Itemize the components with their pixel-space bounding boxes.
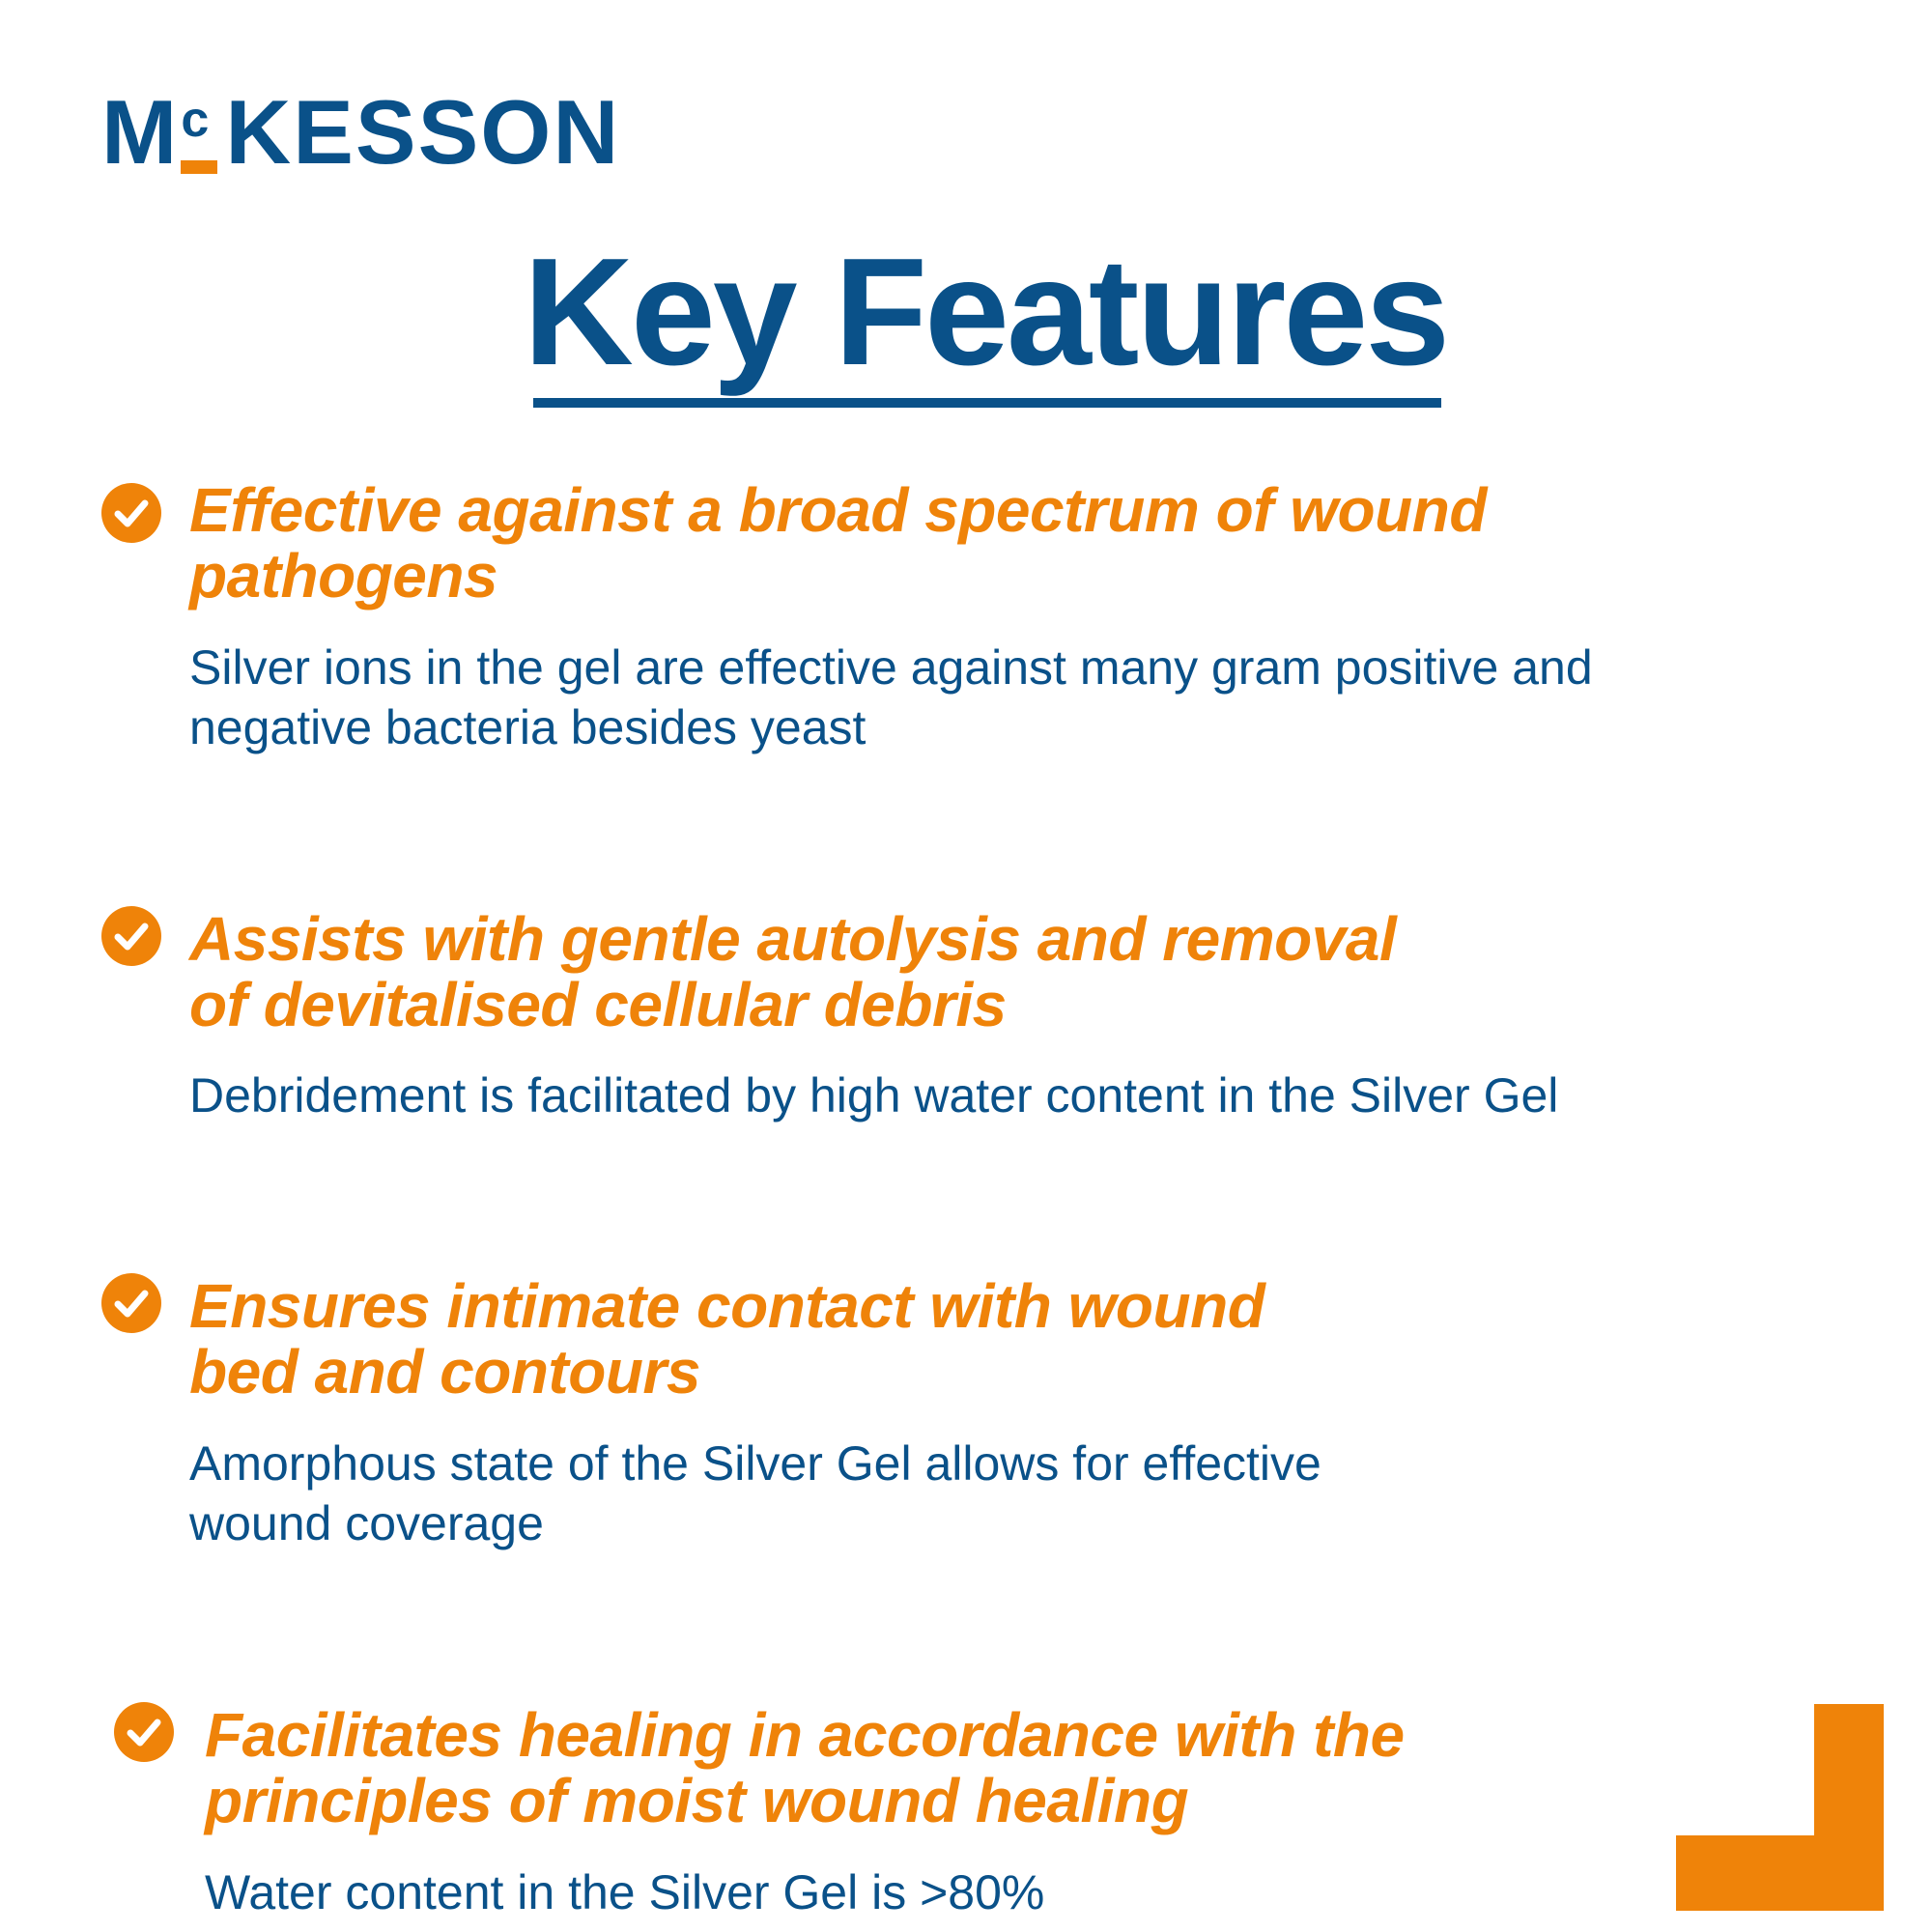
logo-letter-m: M — [101, 81, 180, 183]
check-circle-icon — [101, 906, 161, 966]
feature-heading-1: Effective against a broad spectrum of wound pathogens — [189, 475, 1487, 611]
feature-heading-3: Ensures intimate contact with wound bed and contours — [189, 1271, 1265, 1406]
feature-body-1: Silver ions in the gel are effective against many gram positive and negative bacteria besides yeast — [189, 640, 1593, 754]
feature-body-3: Amorphous state of the Silver Gel allows for effective wound coverage — [189, 1436, 1321, 1550]
feature-heading-4: Facilitates healing in accordance with the principles of moist wound healing — [205, 1700, 1405, 1835]
check-circle-icon — [101, 483, 161, 543]
mckesson-logo — [101, 81, 621, 183]
logo-orange-bar — [181, 160, 217, 174]
check-circle-icon — [101, 1273, 161, 1333]
feature-heading-2: Assists with gentle autolysis and removal of devitalised cellular debris — [189, 904, 1397, 1039]
feature-body-4: Water content in the Silver Gel is >80% — [205, 1865, 1045, 1919]
check-circle-icon — [114, 1702, 174, 1762]
title-underline — [533, 398, 1441, 408]
page-title: Key Features — [523, 227, 1448, 397]
feature-body-2: Debridement is facilitated by high water content in the Silver Gel — [189, 1068, 1559, 1122]
logo-letters-kesson: KESSON — [225, 81, 621, 183]
logo-small-c: c — [179, 89, 219, 176]
decorative-corner-horizontal — [1676, 1835, 1884, 1911]
